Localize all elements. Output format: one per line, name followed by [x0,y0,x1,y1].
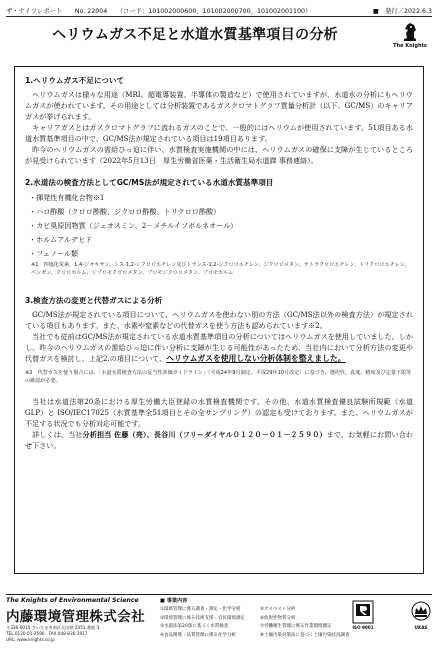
section-1-heading: 1.ヘリウムガス不足について [25,76,125,85]
list-item: ・ハロ酢酸（クロロ酢酸、ジクロロ酢酸、トリクロロ酢酸） [29,207,221,216]
list-item: ・カビ臭原因物質（ジェオスミン、2－メチルイソボルネオール） [29,221,238,230]
report-header [6,5,432,15]
list-item: ・揮発性有機化合物※1 [29,193,105,202]
closing-paragraph-2 [25,429,413,451]
section-2-heading: 2.水道法の検査方法としてGC/MS法が規定されている水道水質基準項目 [25,178,274,187]
website-link[interactable]: URL: www.knights.co.jp [6,637,55,642]
business-list [160,606,348,639]
knights-logo [392,21,428,49]
section-method-change [25,295,413,385]
company-name-english: The Knights of Environmental Science [6,597,139,604]
iso-caption: ISO 9001 [352,625,374,630]
list-item: ④食品関係・品質管理に係る化学分析 [160,632,237,638]
list-item: ①環境管理に係る調査・測定・化学分析 [160,607,241,612]
section-1-paragraph-2: キャリアガスとはガスクロマトグラフに流れるガスのことで、一般的にはヘリウムが使用されています。51項目ある水道水質基準項目の中で、GC/MS法が規定されている項目は19項目あります。 [25,123,413,143]
list-item: ⑦労働衛生管理に係る作業環境測定 [260,624,332,629]
knight-emblem-icon [399,21,421,43]
gcms-item-list [25,191,413,261]
section-3-paragraph-2 [25,331,413,364]
section-gcms-items [25,177,413,277]
ukas-cert [410,600,432,630]
ukas-crown-badge-icon [410,600,432,624]
company-name: 内藤環境管理株式会社 [6,609,145,625]
section-3-paragraph-2-text: 当社でも従前はGC/MS法が規定されている水道水質基準項目の分析についてはヘリウムガスを使用していました。しかし、昨今のヘリウムガスの需給ひっ迫に伴い分析に支障が生じる可能性があったため、当社内において分析方法の変更や代替ガスを検討し、上記2.の項目について、 [25,332,413,363]
business-title: ■ 事業内容 [160,598,188,604]
closing-text: 詳しくは、当社 [32,430,83,439]
emphasis-text: ヘリウムガスを使用しない分析体制を整えました。 [166,354,346,363]
list-item: ⑥放射性物質分析 [260,615,296,621]
closing-section [25,396,413,451]
section-1-paragraph-3: 昨今のヘリウムガスの需給ひっ迫に伴い、水質検査実施機関の中には、ヘリウムガスの確保に支障が生じているところが見受けられています（2022年5月13日 厚生労働省医薬・生活衛生局水道課 事務連絡）。 [25,145,413,165]
section-3-heading: 3.検査方法の変更と代替ガスによる分析 [25,296,163,305]
contact-info: 分析担当 佐藤（亮）、長谷川（フリーダイヤル０１２０－０１－２５９０） [82,430,327,439]
iso-9001-badge-icon [352,600,374,624]
address-line: 〒336-0015 さいたま市南区太田窪 2051 番地 3 [6,625,100,630]
header-divider [6,16,432,17]
footnote-1: ※1 四塩化炭素、1,4-ジオキサン、シス-1,2-ジクロロエチレン及びトランス-1,2-ジクロロエチレン、ジクロロメタン、テトラクロロエチレン、トリクロロエチレン、ベンゼン、クロロホルム、ジブロモクロロメタン、ブロモジクロロメタン、ブロモホルム [31,262,410,276]
list-item: ・フェノール類 [29,249,79,258]
list-item: ⑤アスベスト分析 [260,607,296,612]
list-item: ⑧土壌汚染対策法に基づく土壌汚染状況調査 [260,632,350,638]
phone-line: TEL.0120-01-2590 FAX.048-836-2917 [6,631,88,636]
company-address [6,625,99,643]
closing-text-end: まで、お気軽にお問い合わせ下さい。 [25,430,414,450]
certification-marks [352,600,432,630]
report-number: ザ・ナイツレポート No. 22004 （コード：101002000600、101002000700、101002001100） [6,7,312,15]
list-item: ②環境管理に係る技術支援・官民環境測定 [160,615,246,621]
footer-divider [6,594,432,595]
section-1-paragraph-1: ヘリウムガスは様々な用途（MRI、超電導装置、半導体の製造など）で使用されていますが、水道水の分析にもヘリウムガスが使われています。その用途としては分析装置であるガスクロマトグラフ質量分析計（以下、GC/MS）のキャリアガスが挙げられます。 [25,90,413,121]
footnote-2: ※2 代替ガスを使う場合には、「水道水質検査方法の妥当性評価ガイドライン」（平成24年9月制定、平成29年10月改定）に基づき、選択性、真度、精度及び定量下限等の確認が必要。 [25,370,412,384]
content-frame [14,66,424,574]
list-item: ③水道法第20条に基づく水質検査 [160,624,229,629]
ukas-caption: UKAS [414,625,428,630]
issue-date: ■ 発行／2022.6.3 [372,7,432,15]
business-description [160,597,348,639]
page-title: ヘリウムガス不足と水道水質基準項目の分析 [52,27,338,43]
list-item: ・ホルムアルデヒド [29,235,93,244]
iso-cert [352,600,374,630]
logo-text: The Knights [393,43,427,49]
section-3-paragraph-1: GC/MS法が規定されている項目について、ヘリウムガスを使わない別の方法（GC/MS法以外の検査方法）が規定されている項目もあります。また、水素や窒素などの代替ガスを使う方法も認められています※2。 [25,310,413,330]
section-helium-shortage [25,75,413,166]
closing-paragraph-1: 当社は水道法第20条における厚生労働大臣登録の水質検査機関です。その他、水道水質検査優良試験所規範（水道GLP）と ISO/IEC17025（水質基準全51項目とその全サンプリング）の認定も受けております。また、ヘリウムガスが不足する状況でも分析対応可能です。 [25,397,413,428]
